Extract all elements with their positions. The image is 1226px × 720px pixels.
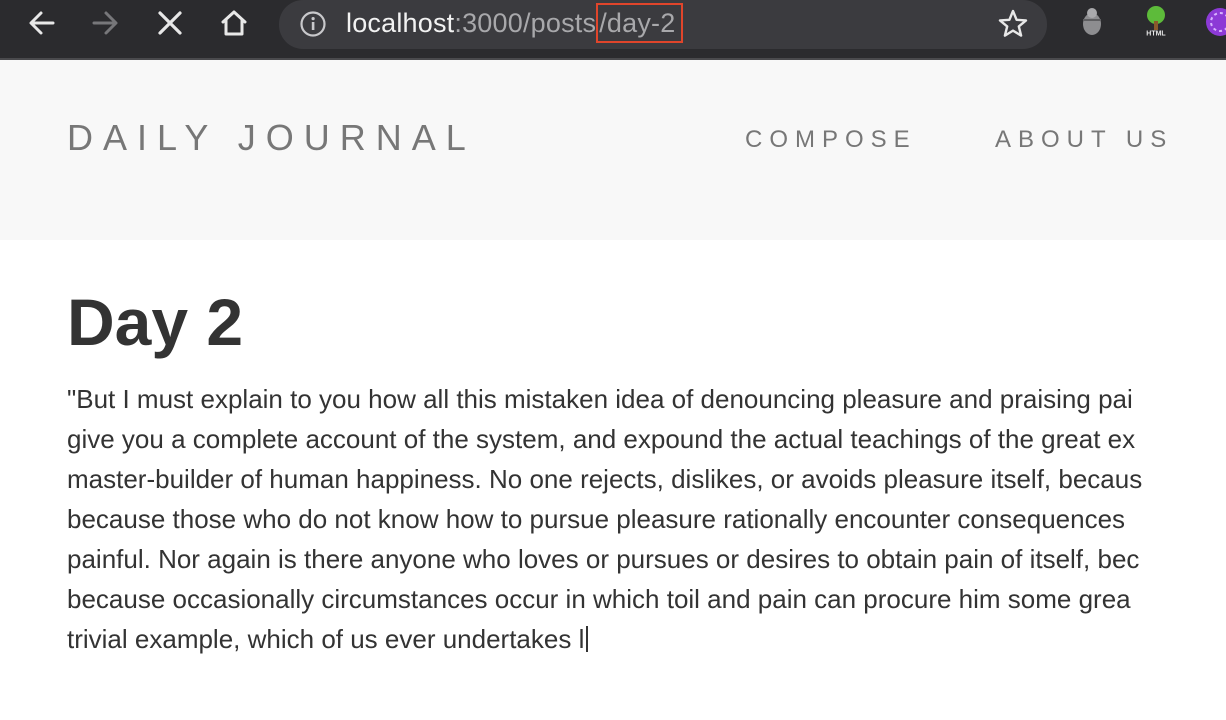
post-body-line: because occasionally circumstances occur in which toil and pain can procure him some grea (67, 584, 1131, 614)
post-body-line: master-builder of human happiness. No one rejects, dislikes, or avoids pleasure itself, becaus (67, 464, 1143, 494)
post-body-line: painful. Nor again is there anyone who loves or pursues or desires to obtain pain of itself, bec (67, 544, 1140, 574)
stop-loading-button[interactable] (150, 5, 190, 41)
forward-button[interactable] (85, 5, 125, 41)
site-header (0, 60, 1226, 240)
site-brand-link[interactable]: DAILY JOURNAL (67, 117, 476, 158)
post-body-line: give you a complete account of the system, and expound the actual teachings of the great ex (67, 424, 1136, 454)
nav-about-link[interactable]: ABOUT US (995, 126, 1174, 153)
post-title: Day 2 (67, 285, 244, 359)
star-icon[interactable] (997, 8, 1029, 40)
purple-extension-icon[interactable] (1200, 4, 1226, 40)
address-bar[interactable] (279, 0, 1047, 49)
url-host: localhost (346, 8, 455, 38)
forward-arrow-icon (90, 8, 120, 38)
post-body (67, 379, 1226, 659)
svg-text:HTML: HTML (1146, 30, 1166, 38)
browser-toolbar (0, 0, 1226, 60)
close-icon (156, 9, 184, 37)
address-url[interactable] (346, 4, 683, 43)
post-body-line: "But I must explain to you how all this mistaken idea of denouncing pleasure and praising pai (67, 384, 1133, 414)
nav-compose-link[interactable]: COMPOSE (745, 126, 917, 153)
bug-extension-icon[interactable] (1074, 4, 1110, 40)
url-highlighted-segment: /day-2 (596, 3, 683, 43)
post-body-line-text: trivial example, which of us ever undertakes l (67, 624, 585, 654)
post-body-line: because those who do not know how to pursue pleasure rationally encounter consequences (67, 504, 1126, 534)
text-cursor (586, 626, 588, 652)
html-tree-extension-icon[interactable] (1138, 4, 1174, 40)
home-icon (219, 8, 249, 38)
back-button[interactable] (22, 5, 62, 41)
post-body-last-line (67, 619, 1226, 659)
info-icon[interactable] (299, 10, 327, 38)
back-arrow-icon (27, 8, 57, 38)
home-button[interactable] (214, 5, 254, 41)
url-path: :3000/posts (454, 8, 597, 38)
